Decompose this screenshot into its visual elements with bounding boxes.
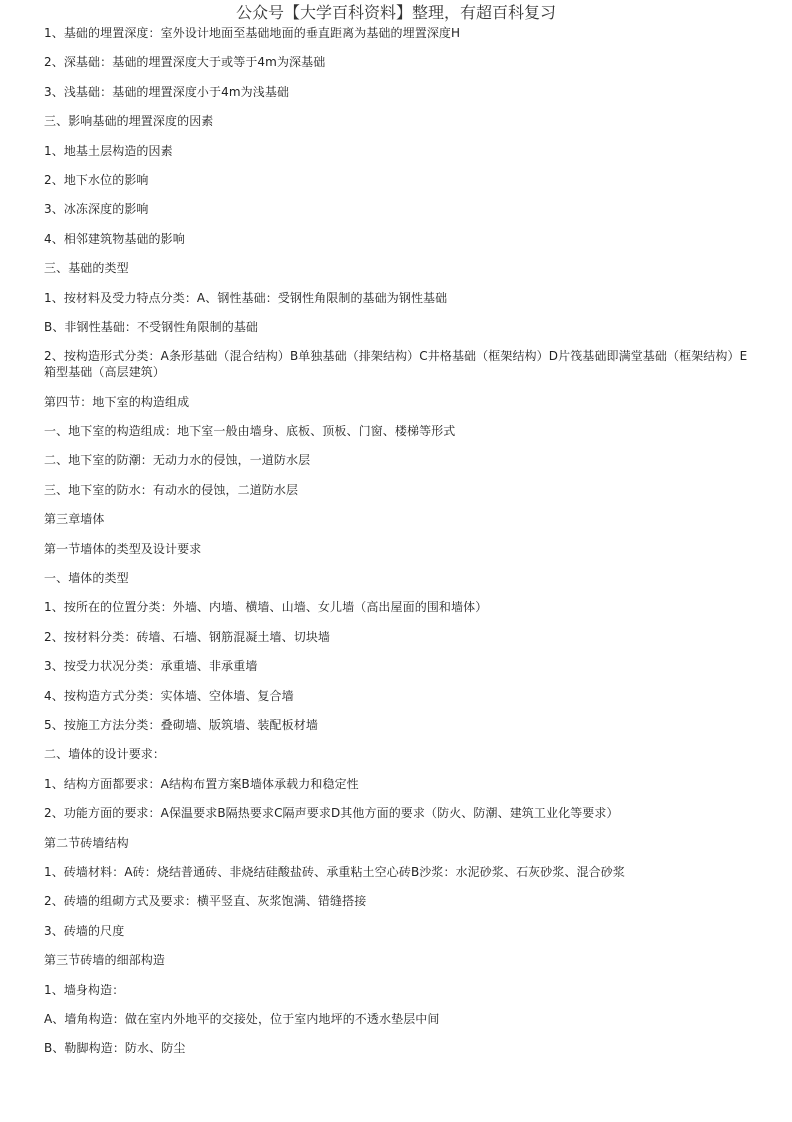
text-line: 1、地基土层构造的因素 bbox=[44, 143, 173, 158]
text-line: 2、深基础：基础的埋置深度大于或等于4m为深基础 bbox=[44, 55, 326, 70]
text-line: 2、砖墙的组砌方式及要求：横平竖直、灰浆饱满、错缝搭接 bbox=[44, 894, 367, 909]
section-heading: 一、墙体的类型 bbox=[44, 571, 129, 586]
text-line: 1、基础的埋置深度：室外设计地面至基础地面的垂直距离为基础的埋置深度H bbox=[44, 26, 461, 40]
section-heading: 二、墙体的设计要求： bbox=[44, 747, 166, 762]
text-line: 一、地下室的构造组成：地下室一般由墙身、底板、顶板、门窗、楼梯等形式 bbox=[44, 424, 456, 439]
text-line: 二、地下室的防潮：无动力水的侵蚀，一道防水层 bbox=[44, 453, 311, 468]
text-line: 2、地下水位的影响 bbox=[44, 172, 149, 187]
text-line: 1、墙身构造： bbox=[44, 982, 125, 997]
text-line: 5、按施工方法分类：叠砌墙、版筑墙、装配板材墙 bbox=[44, 717, 318, 732]
text-line: B、勒脚构造：防水、防尘 bbox=[44, 1041, 186, 1056]
text-line: B、非钢性基础：不受钢性角限制的基础 bbox=[44, 319, 259, 334]
text-line: 1、砖墙材料：A砖：烧结普通砖、非烧结硅酸盐砖、承重粘土空心砖B沙浆：水泥砂浆、石灰砂浆、混合砂浆 bbox=[44, 864, 625, 879]
text-line: 3、砖墙的尺度 bbox=[44, 923, 125, 938]
text-line: 1、结构方面都要求：A结构布置方案B墙体承载力和稳定性 bbox=[44, 776, 359, 791]
chapter-heading: 第三章墙体 bbox=[44, 512, 105, 527]
section-heading: 第三节砖墙的细部构造 bbox=[44, 953, 166, 968]
text-line: A、墙角构造：做在室内外地平的交接处，位于室内地坪的不透水垫层中间 bbox=[44, 1011, 440, 1026]
section-heading: 第二节砖墙结构 bbox=[44, 835, 129, 850]
text-line: 2、按构造形式分类：A条形基础（混合结构）B单独基础（排架结构）C井格基础（框架结构）D片筏基础即满堂基础（框架结构）E箱型基础（高层建筑） bbox=[44, 349, 748, 380]
section-heading: 第四节：地下室的构造组成 bbox=[44, 394, 190, 409]
document-body bbox=[44, 25, 754, 1070]
section-heading: 三、基础的类型 bbox=[44, 261, 129, 276]
text-line: 三、地下室的防水：有动水的侵蚀，二道防水层 bbox=[44, 482, 299, 497]
section-heading: 三、影响基础的埋置深度的因素 bbox=[44, 114, 214, 129]
text-line: 3、浅基础：基础的埋置深度小于4m为浅基础 bbox=[44, 84, 290, 99]
text-line: 4、按构造方式分类：实体墙、空体墙、复合墙 bbox=[44, 688, 294, 703]
text-line: 1、按材料及受力特点分类：A、钢性基础：受钢性角限制的基础为钢性基础 bbox=[44, 290, 448, 305]
text-line: 2、功能方面的要求：A保温要求B隔热要求C隔声要求D其他方面的要求（防火、防潮、建筑工业化等要求） bbox=[44, 806, 619, 821]
text-line: 3、冰冻深度的影响 bbox=[44, 202, 149, 217]
page-header-watermark: 公众号【大学百科资料】整理，有超百科复习 bbox=[235, 3, 556, 22]
text-line: 1、按所在的位置分类：外墙、内墙、横墙、山墙、女儿墙（高出屋面的围和墙体） bbox=[44, 600, 488, 615]
text-line: 4、相邻建筑物基础的影响 bbox=[44, 231, 185, 246]
text-line: 3、按受力状况分类：承重墙、非承重墙 bbox=[44, 659, 258, 674]
text-line: 2、按材料分类：砖墙、石墙、钢筋混凝土墙、切块墙 bbox=[44, 629, 331, 644]
section-heading: 第一节墙体的类型及设计要求 bbox=[44, 541, 202, 556]
